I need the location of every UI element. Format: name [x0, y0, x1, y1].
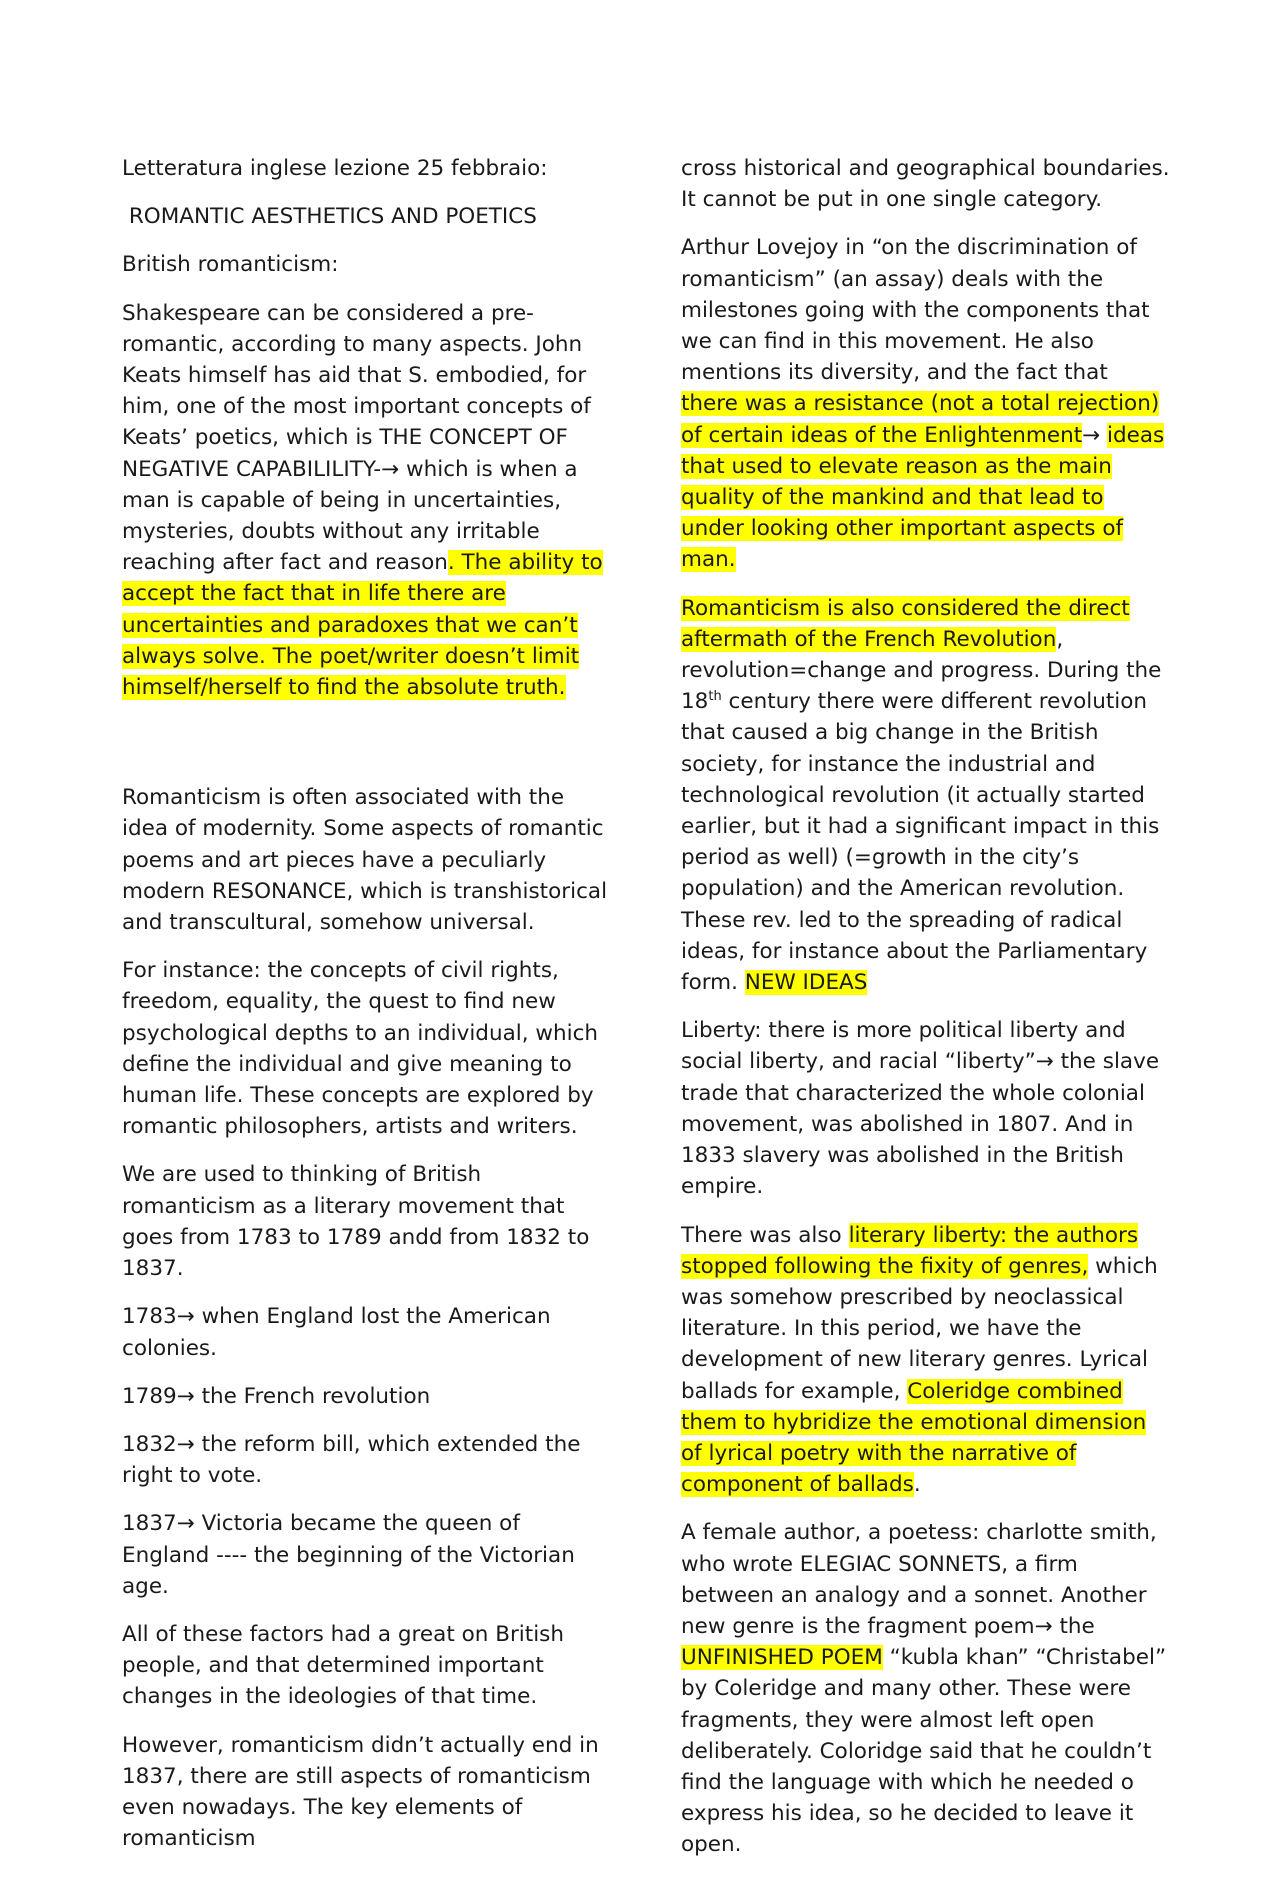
paragraph-concepts: For instance: the concepts of civil rights, freedom, equality, the quest to find new psychological depths to an individual, which define the individual and give meaning to human life. These concepts are explored by romantic philosophers, artists and writers. — [122, 958, 599, 1140]
text-run: , revolution=change and progress. During the 18 — [681, 626, 1162, 715]
highlighted-text: . The ability to accept the fact that in life there are uncertainties and paradoxes that we can’t always solve. The poet/writer doesn’t limit himself/herself to find the absolute truth. — [122, 550, 603, 701]
paragraph-lovejoy — [681, 232, 1171, 575]
arrow-text: → — [1082, 422, 1108, 448]
superscript: th — [708, 689, 722, 705]
text-run: Arthur Lovejoy in “on the discrimination of romanticism” (an assay) deals with the milestones going with the components that we can find in this movement. He also mentions its diversity, and the fact that — [681, 235, 1150, 386]
date-1837: 1837→ Victoria became the queen of England ---- the beginning of the Victorian age. — [122, 1511, 575, 1599]
highlighted-text: there was a resistance (not a total rejection) of certain ideas of the Enlightenment — [681, 391, 1160, 448]
paragraph-boundaries: cross historical and geographical boundaries. It cannot be put in one single category. — [681, 156, 1170, 213]
paragraph-negative-capability — [122, 298, 612, 704]
text-run: century there were different revolution that caused a big change in the British society, for instance the industrial and technological revolution (it actually started earlier, but it had a significant impact in this period as well) (=growth in the city’s population) and the American revolution. These rev. led to the spreading of radical ideas, for instance about the Parliamentary form. — [681, 689, 1160, 996]
highlighted-text: ideas that used to elevate reason as the main quality of the mankind and that lead to under looking other important aspects of man. — [681, 422, 1165, 573]
highlighted-text: Romanticism is also considered the direct aftermath of the French Revolution — [681, 595, 1130, 652]
text-run: “kubla khan” “Christabel” by Coleridge and many other. These were fragments, they were almost left open deliberately. Coloridge said that he couldn’t find the language with which he needed o express his idea, so he decided to leave it open. — [681, 1645, 1167, 1858]
text-run: There was also — [681, 1222, 849, 1248]
paragraph-however: However, romanticism didn’t actually end in 1837, there are still aspects of romanticism even nowadays. The key elements of romanticism — [122, 1732, 599, 1852]
paragraph-timeline: We are used to thinking of British romanticism as a literary movement that goes from 1783 to 1789 andd from 1832 to 1837. — [122, 1162, 590, 1282]
spacer — [122, 720, 612, 782]
paragraph-modernity: Romanticism is often associated with the idea of modernity. Some aspects of romantic poems and art pieces have a peculiarly modern RESONANCE, which is transhistorical and transcultural, somehow universal. — [122, 785, 608, 936]
paragraph-literary-liberty — [681, 1220, 1171, 1501]
text-run: Shakespeare can be considered a pre-romantic, according to many aspects. John Keats himself has aid that S. embodied, for him, one of the most important concepts of Keats’ poetics, which is THE CONCEPT OF NEGATIVE CAPABILILITY-→ which is when a man is capable of being in uncertainties, mysteries, doubts without any irritable reaching after fact and reason — [122, 300, 591, 576]
text-run: A female author, a poetess: charlotte smith, who wrote ELEGIAC SONNETS, a firm between an analogy and a sonnet. Another new genre is the fragment poem→ the — [681, 1520, 1157, 1639]
highlighted-text: literary liberty: the authors stopped following the fixity of genres, — [681, 1222, 1139, 1279]
date-1789: 1789→ the French revolution — [122, 1383, 431, 1409]
date-1783: 1783→ when England lost the American colonies. — [122, 1304, 551, 1361]
right-column — [681, 153, 1171, 1878]
paragraph-liberty: Liberty: there is more political liberty and social liberty, and racial “liberty”→ the slave trade that characterized the whole colonial movement, was abolished in 1807. And in 1833 slavery was abolished in the British empire. — [681, 1018, 1160, 1200]
left-column — [122, 153, 612, 1871]
section-heading: British romanticism: — [122, 252, 339, 278]
highlighted-text: UNFINISHED POEM — [681, 1645, 883, 1671]
paragraph-french-revolution — [681, 593, 1171, 999]
lesson-title: Letteratura inglese lezione 25 febbraio: — [122, 156, 548, 181]
paragraph-female-author — [681, 1517, 1171, 1860]
text-run: . — [913, 1472, 921, 1498]
highlighted-text: NEW IDEAS — [744, 970, 868, 996]
date-1832: 1832→ the reform bill, which extended the right to vote. — [122, 1431, 581, 1489]
highlighted-text: Coleridge combined them to hybridize the emotional dimension of lyrical poetry with the narrative of component of ballads — [681, 1378, 1147, 1498]
lesson-subtitle: ROMANTIC AESTHETICS AND POETICS — [122, 204, 537, 230]
paragraph-factors: All of these factors had a great on British people, and that determined important changes in the ideologies of that time. — [122, 1621, 564, 1710]
text-run: which was somehow prescribed by neoclassical literature. In this period, we have the development of new literary genres. Lyrical ballads for example, — [681, 1253, 1158, 1404]
